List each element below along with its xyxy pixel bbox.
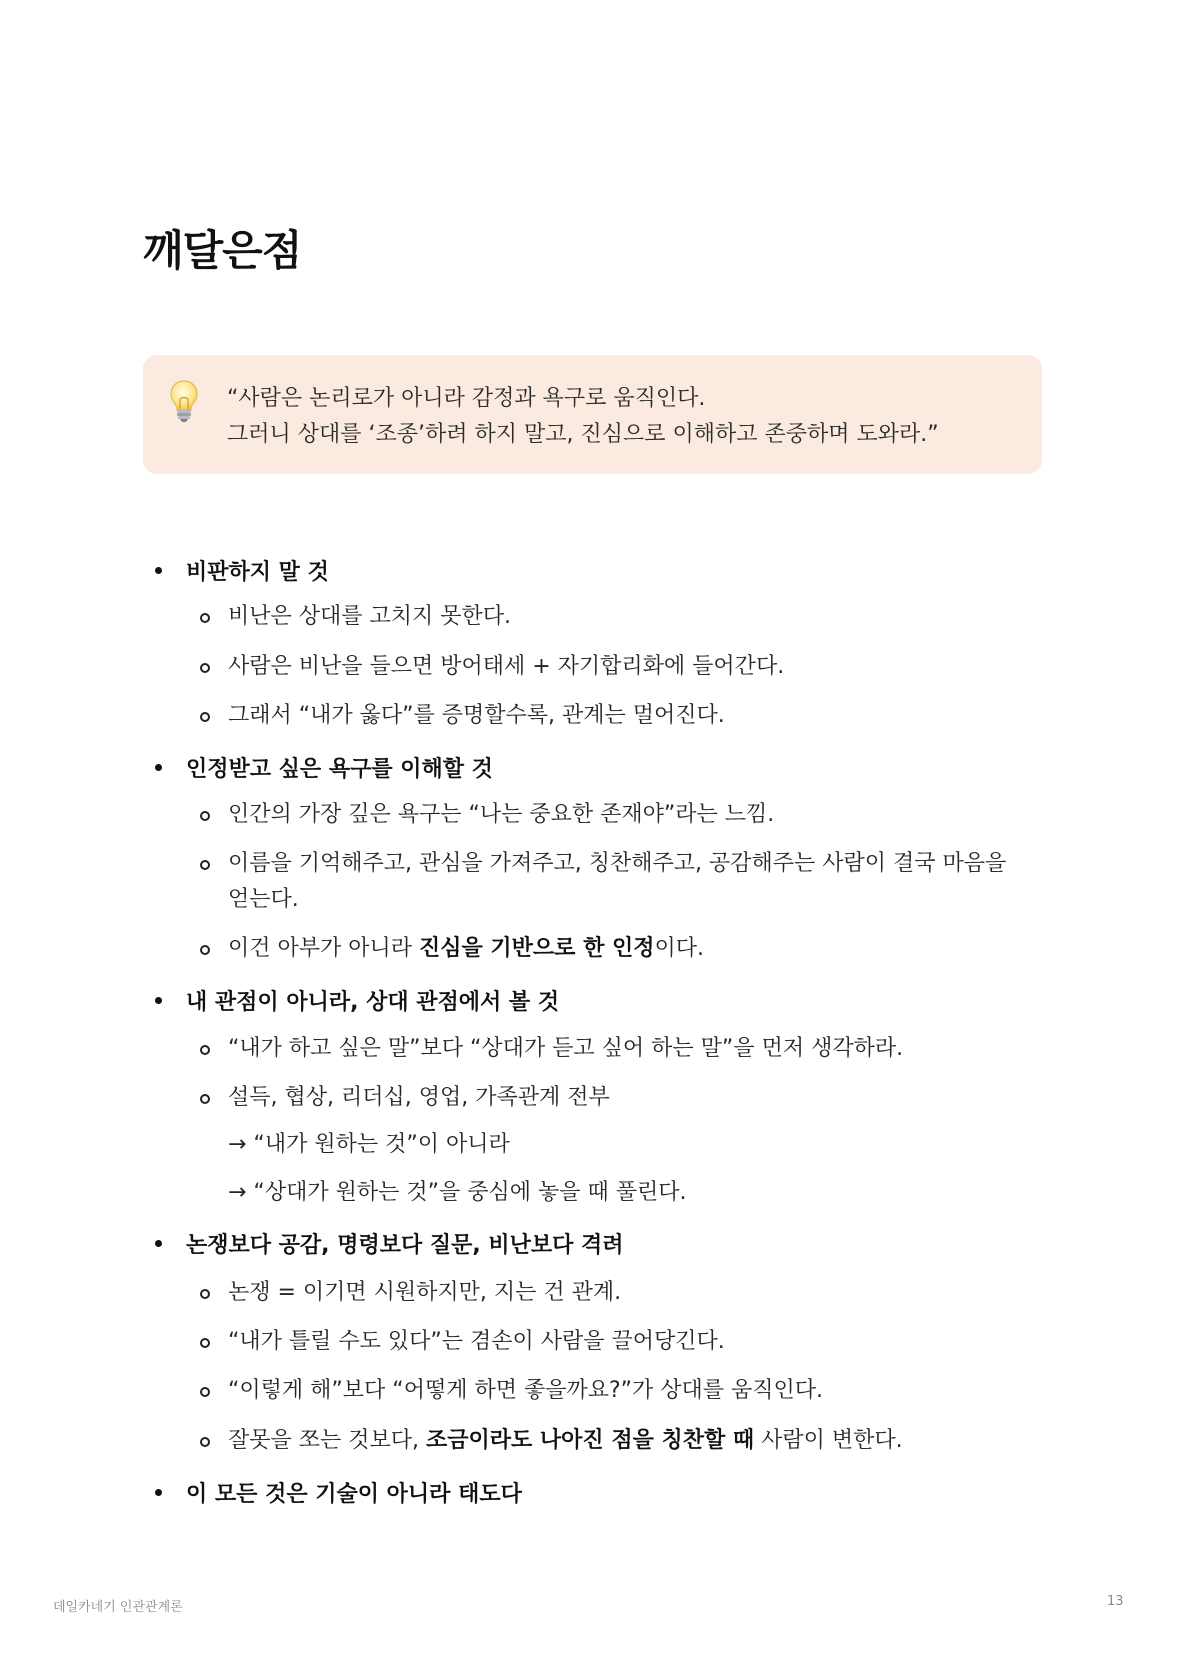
bullet-circle-icon [200, 613, 210, 623]
arrow-line: → “상대가 원하는 것”을 중심에 놓을 때 풀린다. [228, 1180, 687, 1205]
quote-callout [143, 355, 1042, 474]
callout-line: 그러니 상대를 ‘조종’하려 하지 말고, 진심으로 이해하고 존중하며 도와라.” [227, 422, 939, 447]
bullet-dot-icon [155, 764, 162, 771]
bullet-circle-icon [200, 945, 210, 955]
document-page: 깨달은점 “사람은 논리로가 아니라 감정과 욕구로 움직인다. 그러니 상대를 ‘조종’하려 하지 말고, 진심으로 이해하고 존중하며 도와라.” 비판하지 말 것 비난은 상대를 고치지 못한다. 사람은 비난을 들으면 방어태세 + 자기합리화에 들어간다. 그래서 “내가 옳다”를 증명할수록, 관계는 멀어진다. 인정받고 싶은 욕구를 이해할 것 인간의 가장 깊은 욕구는 “나는 중요한 존재야”라는 느낌. 이름을 기억해주고, 관심을 가져주고, 칭찬해주고, 공감해주는 사람이 결국 마음을 얻는다. 이건 아부가 아니라 진심을 기반으로 한 인정이다. 내 관점이 아니라, 상대 관점에서 볼 것 “내가 하고 싶은 말”보다 “상대가 듣고 싶어 하는 말”을 먼저 생각하라. 설득, 협상, 리더십, 영업, 가족관계 전부 → “내가 원하는 것”이 아니라 → “상대가 원하는 것”을 중심에 놓을 때 풀린다. 논쟁보다 공감, 명령보다 질문, 비난보다 격려 논쟁 = 이기면 시원하지만, 지는 건 관계. “내가 틀릴 수도 있다”는 겸손이 사람을 끌어당긴다. “이렇게 해”보다 “어떻게 하면 좋을까요?”가 상대를 움직인다. 잘못을 쪼는 것보다, 조금이라도 나아진 점을 칭찬할 때 사람이 변한다. 이 모든 것은 기술이 아니라 태도다 데일카네기 인관관계론 13 [0, 0, 1180, 1666]
bullet-circle-icon [200, 1094, 210, 1104]
emphasis-text: 진심을 기반으로 한 인정 [419, 936, 655, 961]
bullet-circle-icon [200, 860, 210, 870]
callout-line: “사람은 논리로가 아니라 감정과 욕구로 움직인다. [227, 386, 706, 411]
callout-text [227, 381, 939, 453]
bullet-dot-icon [155, 1489, 162, 1496]
bullet-circle-icon [200, 1045, 210, 1055]
bullet-dot-icon [155, 997, 162, 1004]
lightbulb-icon [169, 379, 199, 423]
page-title: 깨달은점 [143, 226, 302, 275]
emphasis-text: 조금이라도 나아진 점을 칭찬할 때 [426, 1428, 755, 1453]
bullet-dot-icon [155, 1240, 162, 1247]
bullet-circle-icon [200, 1338, 210, 1348]
bullet-circle-icon [200, 1387, 210, 1397]
bullet-circle-icon [200, 663, 210, 673]
bullet-circle-icon [200, 1437, 210, 1447]
footer-document-title: 데일카네기 인관관계론 [53, 1600, 183, 1615]
arrow-line: → “내가 원하는 것”이 아니라 [228, 1132, 510, 1157]
bullet-circle-icon [200, 1289, 210, 1299]
page-number: 13 [1107, 1594, 1124, 1609]
bullet-dot-icon [155, 567, 162, 574]
bullet-circle-icon [200, 712, 210, 722]
bullet-circle-icon [200, 811, 210, 821]
